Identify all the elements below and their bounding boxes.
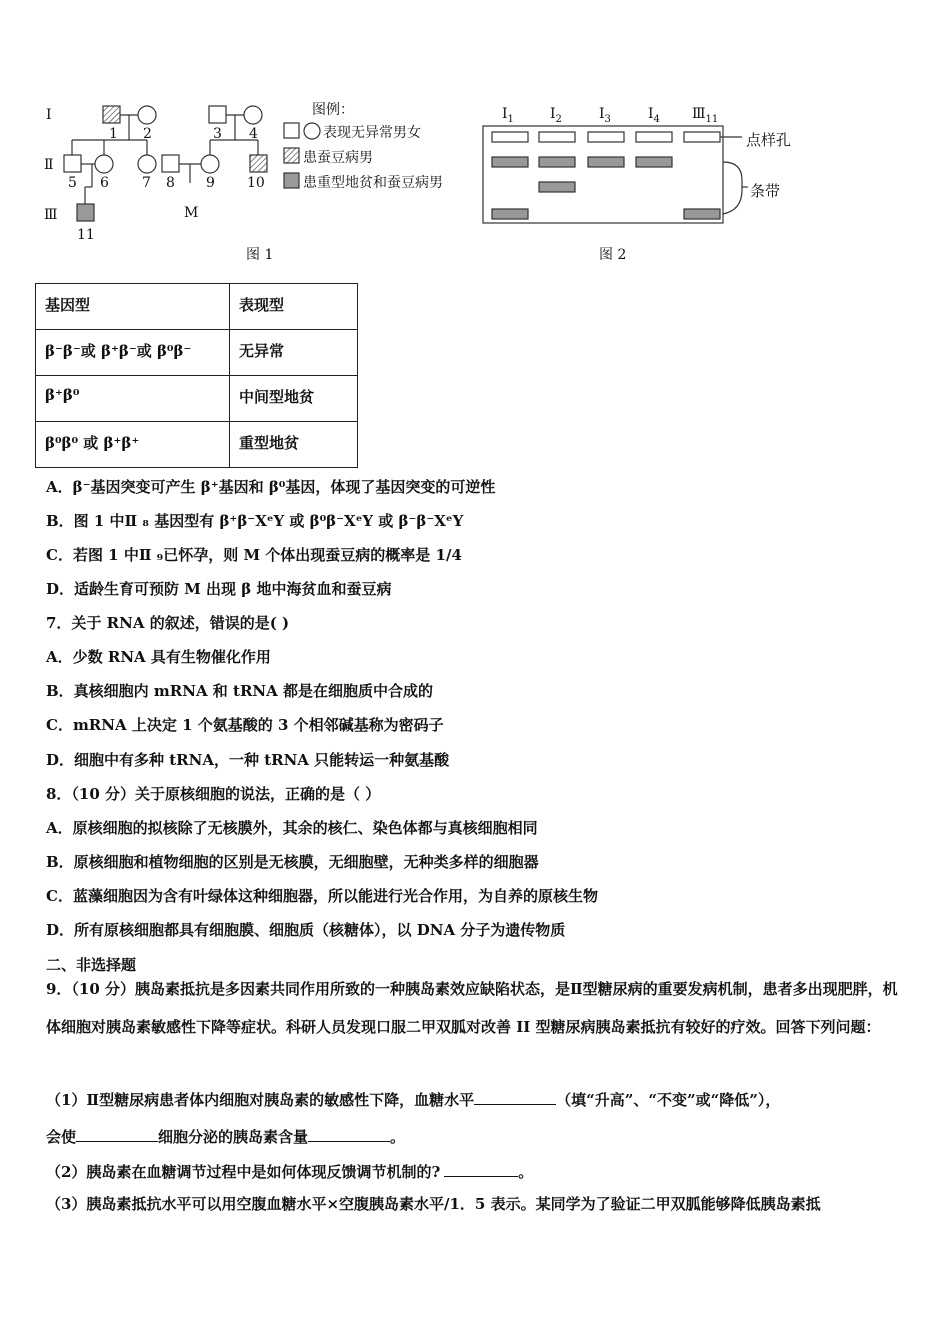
well	[636, 132, 672, 142]
table-row	[36, 330, 358, 376]
well-label: 点样孔	[746, 131, 792, 149]
q6-option-c: C．若图 1 中Ⅱ ₉已怀孕，则 M 个体出现蚕豆病的概率是 1/4	[46, 546, 462, 564]
generation-label: Ⅱ	[44, 157, 54, 173]
table-header: 表现型	[230, 284, 358, 330]
electrophoresis-figure	[480, 100, 810, 265]
table-cell: β⁻β⁻或 β⁺β⁻或 β⁰β⁻	[36, 330, 230, 376]
legend-item: 表现无异常男女	[323, 125, 421, 141]
q9-part1-text: （1）Ⅱ型糖尿病患者体内细胞对胰岛素的敏感性下降，血糖水平	[46, 1091, 475, 1109]
band-label: 条带	[750, 182, 781, 200]
individual-number: 5	[68, 175, 77, 191]
individual-1	[103, 106, 120, 123]
q9-part2	[46, 1160, 533, 1182]
well	[684, 132, 720, 142]
q8-option-d: D．所有原核细胞都具有细胞膜、细胞质（核糖体），以 DNA 分子为遗传物质	[46, 921, 566, 939]
answer-blank[interactable]	[444, 1160, 518, 1177]
individual-4	[244, 106, 262, 124]
band	[588, 157, 624, 167]
genotype-table	[35, 283, 358, 468]
legend-item: 患重型地贫和蚕豆病男	[303, 175, 443, 191]
q6-option-d: D．适龄生育可预防 M 出现 β 地中海贫血和蚕豆病	[46, 580, 392, 598]
lane-label: $I_1$	[502, 106, 514, 125]
band	[684, 209, 720, 219]
individual-9	[201, 155, 219, 173]
lane-label: $I_4$	[648, 106, 660, 125]
table-cell: 无异常	[230, 330, 358, 376]
well	[539, 132, 575, 142]
individual-number: 11	[77, 227, 95, 243]
individual-3	[209, 106, 226, 123]
q9-part1-text: 会使	[46, 1128, 77, 1146]
q9-stem: 9．（10 分）胰岛素抵抗是多因素共同作用所致的一种胰岛素效应缺陷状态，是Ⅱ型糖尿病的重要发病机制，患者多出现肥胖，机体细胞对胰岛素敏感性下降等症状。科研人员发现口服二甲双胍对改善 II 型糖尿病胰岛素抵抗有较好的疗效。回答下列问题：	[46, 980, 898, 1036]
section-heading: 二、非选择题	[46, 956, 137, 974]
individual-number: 4	[249, 126, 258, 142]
q9-part1-end: 。	[390, 1128, 406, 1146]
q9-part2-end: 。	[518, 1163, 534, 1181]
m-label: M	[184, 205, 199, 221]
q6-option-a: A．β⁻基因突变可产生 β⁺基因和 β⁰基因，体现了基因突变的可逆性	[46, 478, 496, 496]
individual-5	[64, 155, 81, 172]
table-row	[36, 422, 358, 468]
answer-blank[interactable]	[308, 1125, 390, 1142]
table-header: 基因型	[36, 284, 230, 330]
table-cell: β⁺β⁰	[36, 376, 230, 422]
figure2-caption: 图 2	[599, 247, 627, 263]
q7-option-a: A．少数 RNA 具有生物催化作用	[46, 648, 271, 666]
well	[492, 132, 528, 142]
q7-option-c: C．mRNA 上决定 1 个氨基酸的 3 个相邻碱基称为密码子	[46, 716, 444, 734]
q8-option-c: C．蓝藻细胞因为含有叶绿体这种细胞器，所以能进行光合作用，为自养的原核生物	[46, 887, 598, 905]
band	[492, 157, 528, 167]
lane-label: $I_3$	[599, 106, 611, 125]
table-row	[36, 376, 358, 422]
q8-stem: 8．（10 分）关于原核细胞的说法，正确的是（ ）	[46, 785, 381, 803]
q7-stem: 7．关于 RNA 的叙述，错误的是( )	[46, 614, 290, 632]
table-cell: 中间型地贫	[230, 376, 358, 422]
lane-label: $I_2$	[550, 106, 562, 125]
answer-blank[interactable]	[76, 1125, 158, 1142]
q6-option-b: B．图 1 中Ⅱ ₈ 基因型有 β⁺β⁻XᵉY 或 β⁰β⁻XᵉY 或 β⁻β⁻XᵉY	[46, 512, 464, 530]
lane-label: $Ⅲ_{11}$	[692, 106, 719, 125]
band	[539, 182, 575, 192]
q7-option-b: B．真核细胞内 mRNA 和 tRNA 都是在细胞质中合成的	[46, 682, 433, 700]
table-cell: β⁰β⁰ 或 β⁺β⁺	[36, 422, 230, 468]
answer-blank[interactable]	[474, 1088, 556, 1105]
individual-number: 7	[142, 175, 151, 191]
table-cell: 重型地贫	[230, 422, 358, 468]
individual-6	[95, 155, 113, 173]
individual-number: 6	[100, 175, 109, 191]
individual-number: 10	[247, 175, 265, 191]
q9-part1-hint: （填“升高”、“不变”或“降低”），	[556, 1091, 781, 1109]
pedigree-figure	[40, 95, 490, 265]
individual-number: 1	[109, 126, 118, 142]
q8-option-b: B．原核细胞和植物细胞的区别是无核膜，无细胞壁，无种类多样的细胞器	[46, 853, 539, 871]
individual-8	[162, 155, 179, 172]
q9-part1-line2	[46, 1125, 405, 1147]
individual-2	[138, 106, 156, 124]
band	[539, 157, 575, 167]
individual-11	[77, 204, 94, 221]
individual-7	[138, 155, 156, 173]
band	[492, 209, 528, 219]
figure1-caption: 图 1	[246, 247, 274, 263]
generation-label: Ⅲ	[44, 207, 58, 223]
well	[588, 132, 624, 142]
individual-number: 9	[206, 175, 215, 191]
table-header-row	[36, 284, 358, 330]
q7-option-d: D．细胞中有多种 tRNA，一种 tRNA 只能转运一种氨基酸	[46, 751, 450, 769]
individual-10	[250, 155, 267, 172]
legend-title: 图例：	[312, 102, 354, 118]
individual-number: 2	[143, 126, 152, 142]
q9-part3: （3）胰岛素抵抗水平可以用空腹血糖水平×空腹胰岛素水平/1．5 表示。某同学为了验证二甲双胍能够降低胰岛素抵	[46, 1195, 821, 1213]
generation-label: Ⅰ	[46, 107, 52, 123]
q8-option-a: A．原核细胞的拟核除了无核膜外，其余的核仁、染色体都与真核细胞相同	[46, 819, 538, 837]
individual-number: 8	[166, 175, 175, 191]
band	[636, 157, 672, 167]
q9-part2-text: （2）胰岛素在血糖调节过程中是如何体现反馈调节机制的?	[46, 1163, 441, 1181]
legend-item: 患蚕豆病男	[303, 150, 373, 166]
q9-part1-line1	[46, 1088, 780, 1110]
q9-part1-text: 细胞分泌的胰岛素含量	[158, 1128, 309, 1146]
individual-number: 3	[213, 126, 222, 142]
